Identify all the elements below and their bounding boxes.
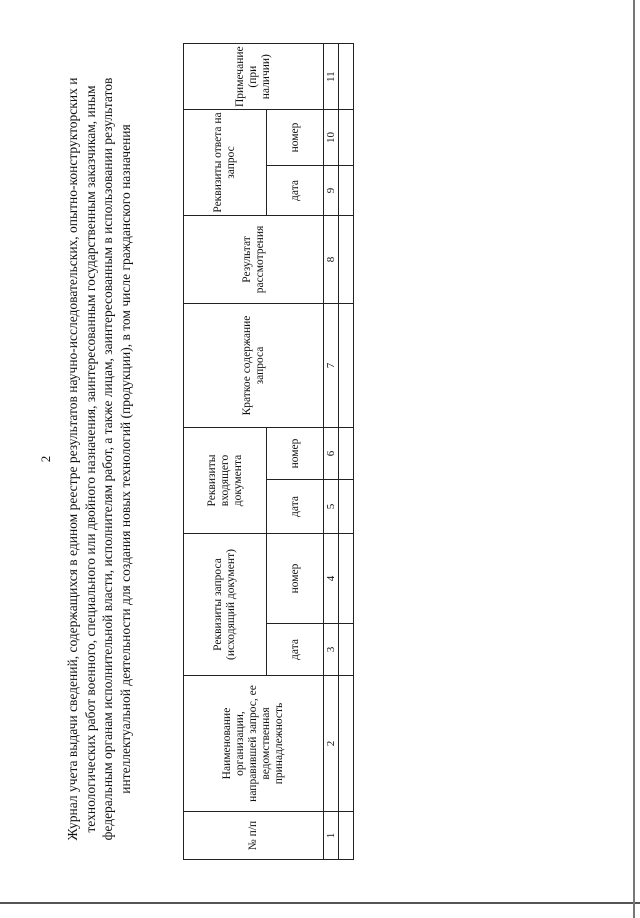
header-review-result: Результат рассмотрения — [184, 216, 324, 304]
table-cell — [339, 44, 354, 110]
table-cell — [339, 812, 354, 860]
column-number: 11 — [324, 44, 339, 110]
rotated-landscape-content — [0, 29, 640, 889]
table-cell — [339, 676, 354, 812]
scan-edge-right — [633, 0, 635, 918]
scan-edge-bottom — [0, 902, 640, 904]
table-cell — [339, 110, 354, 166]
table-cell — [339, 624, 354, 676]
column-number: 10 — [324, 110, 339, 166]
header-incoming-date: дата — [267, 480, 324, 534]
header-request-summary: Краткое содержание запроса — [184, 304, 324, 428]
header-row-top — [184, 44, 267, 860]
header-response-number: номер — [267, 110, 324, 166]
header-incoming-number: номер — [267, 428, 324, 480]
header-incoming-document: Реквизиты входящего документа — [184, 428, 267, 534]
column-number: 8 — [324, 216, 339, 304]
header-request-number: номер — [267, 534, 324, 624]
table-cell — [339, 428, 354, 480]
header-organization: Наименование организации, направившей запрос, ее ведомственная принадлежность — [184, 676, 324, 812]
column-number-row — [324, 44, 339, 860]
column-number: 2 — [324, 676, 339, 812]
table-cell — [339, 480, 354, 534]
header-row-number: № п/п — [184, 812, 324, 860]
table-cell — [339, 534, 354, 624]
table-cell — [339, 216, 354, 304]
header-request-date: дата — [267, 624, 324, 676]
column-number: 1 — [324, 812, 339, 860]
page-number: 2 — [38, 455, 53, 463]
table-cell — [339, 304, 354, 428]
table-row — [339, 44, 354, 860]
column-number: 6 — [324, 428, 339, 480]
column-number: 7 — [324, 304, 339, 428]
header-request-details: Реквизиты запроса (исходящий документ) — [184, 534, 267, 676]
column-number: 9 — [324, 166, 339, 216]
header-response-details: Реквизиты ответа на запрос — [184, 110, 267, 216]
journal-table — [183, 43, 354, 860]
header-note: Примечание (при наличии) — [184, 44, 324, 110]
header-response-date: дата — [267, 166, 324, 216]
column-number: 3 — [324, 624, 339, 676]
table-cell — [339, 166, 354, 216]
journal-title: Журнал учета выдачи сведений, содержащихся в едином реестре результатов научно-исследовательских, опытно-конструкторских и технологических работ военного, специального или двойного назначения, заинтересованным государственным заказчикам, иным федеральным органам исполнительной власти, исполнителям работ, а также лицам, заинтересованным в использовании результатов интеллектуальной деятельности для создания новых технологий (продукции), в том числе гражданского назначения — [65, 77, 133, 841]
column-number: 4 — [324, 534, 339, 624]
column-number: 5 — [324, 480, 339, 534]
